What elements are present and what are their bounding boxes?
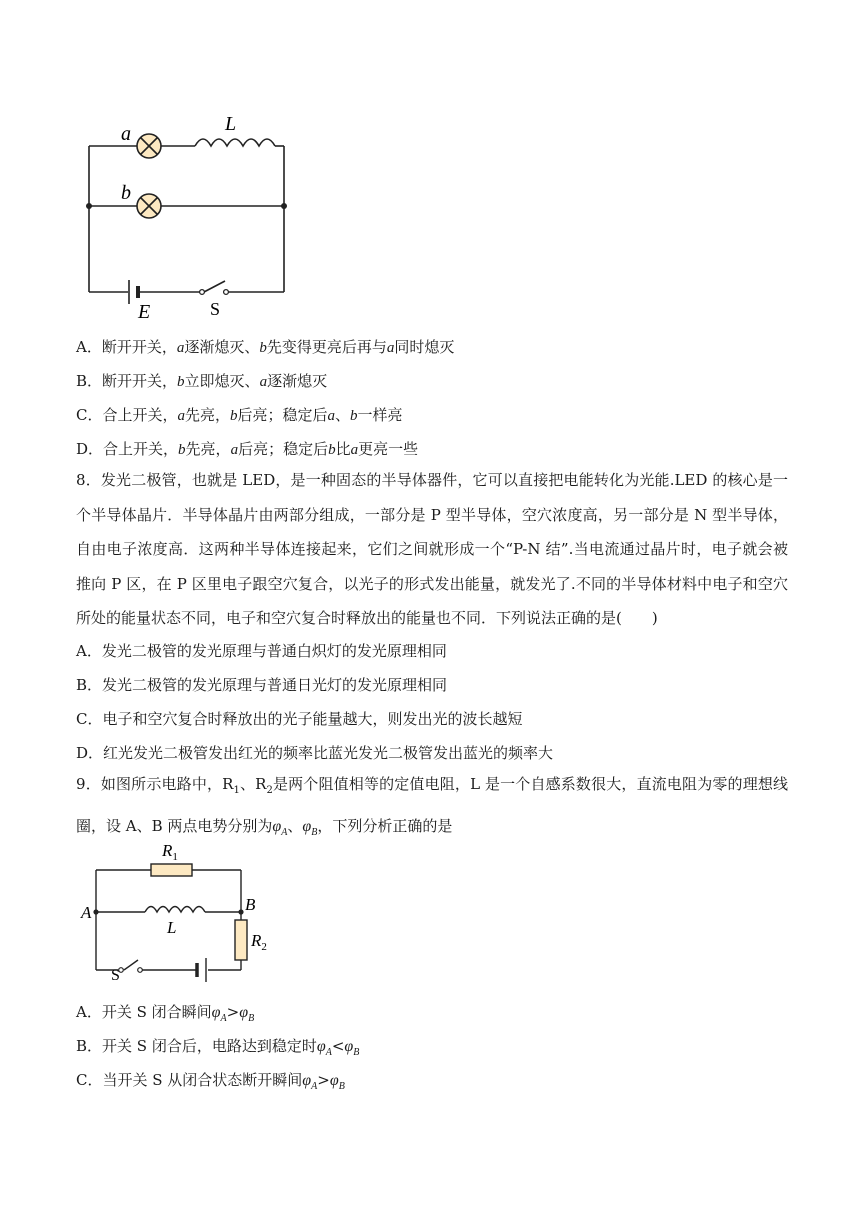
label-R1: $R_1$ [162,841,178,863]
q9-stem: 9．如图所示电路中，$R_1$、$R_2$是两个阻值相等的定值电阻，L 是一个自感系数很大，直流电阻为零的理想线圈，设 A、B 两点电势分别为$\varphi_A$、$\varphi_B$，下列分析正确的是 [76,775,789,838]
label-S: S [111,967,120,983]
label-R2: $R_2$ [251,931,267,953]
lamp-a-icon [137,134,161,158]
label-A: A [81,903,92,922]
label-b: b [121,182,131,204]
label-a: a [121,123,131,145]
q9-option-a: A．开关 S 闭合瞬间$\varphi_A>\varphi_B$ [76,1003,255,1025]
resistor-r2-icon [235,920,247,960]
q7-option-c: C．合上开关，a先亮，b后亮；稳定后a、b一样亮 [76,406,403,424]
battery-icon [197,958,206,982]
label-S: S [210,299,221,319]
label-E: E [138,301,151,323]
switch-icon [119,968,143,973]
circuit-figure-2 [78,838,278,983]
q7-option-b: B．断开开关，b立即熄灭、a逐渐熄灭 [76,372,328,390]
label-L: L [225,113,237,135]
q8-option-b: B．发光二极管的发光原理与普通日光灯的发光原理相同 [76,676,448,694]
q7-option-a: A．断开开关，a逐渐熄灭、b先变得更亮后再与a同时熄灭 [76,338,455,356]
q9-option-b: B．开关 S 闭合后，电路达到稳定时$\varphi_A<\varphi_B$ [76,1037,360,1059]
phi-b-symbol: $\varphi_B$ [302,817,318,838]
q8-option-c: C．电子和空穴复合时释放出的光子能量越大，则发出光的波长越短 [76,710,523,728]
q8-option-a: A．发光二极管的发光原理与普通白炽灯的发光原理相同 [76,642,447,660]
circuit-figure-1 [80,108,300,323]
q9-option-c: C．当开关 S 从闭合状态断开瞬间$\varphi_A>\varphi_B$ [76,1071,345,1093]
label-B: B [245,895,256,914]
q8-stem: 8．发光二极管，也就是 LED，是一种固态的半导体器件，它可以直接把电能转化为光能.LED 的核心是一个半导体晶片．半导体晶片由两部分组成，一部分是 P 型半导体，空穴浓度高，另一部分是 N 型半导体，自由电子浓度高．这两种半导体连接起来，它们之间就形成一个“P-N 结”.当电流通过晶片时，电子就会被推向 P 区，在 P 区里电子跟空穴复合，以光子的形式发出能量，就发光了.不同的半导体材料中电子和空穴所处的能量状态不同，电子和空穴复合时释放出的能量也不同．下列说法正确的是( ) [76,471,788,627]
phi-a-symbol: $\varphi_A$ [272,817,288,838]
q7-option-d: D．合上开关，b先亮，a后亮；稳定后b比a更亮一些 [76,440,419,458]
q8-option-d: D．红光发光二极管发出红光的频率比蓝光发光二极管发出蓝光的频率大 [76,744,554,762]
switch-icon [200,290,229,295]
lamp-b-icon [137,194,161,218]
label-L: L [167,918,177,937]
resistor-r1-icon [151,864,192,876]
battery-icon [129,280,138,304]
